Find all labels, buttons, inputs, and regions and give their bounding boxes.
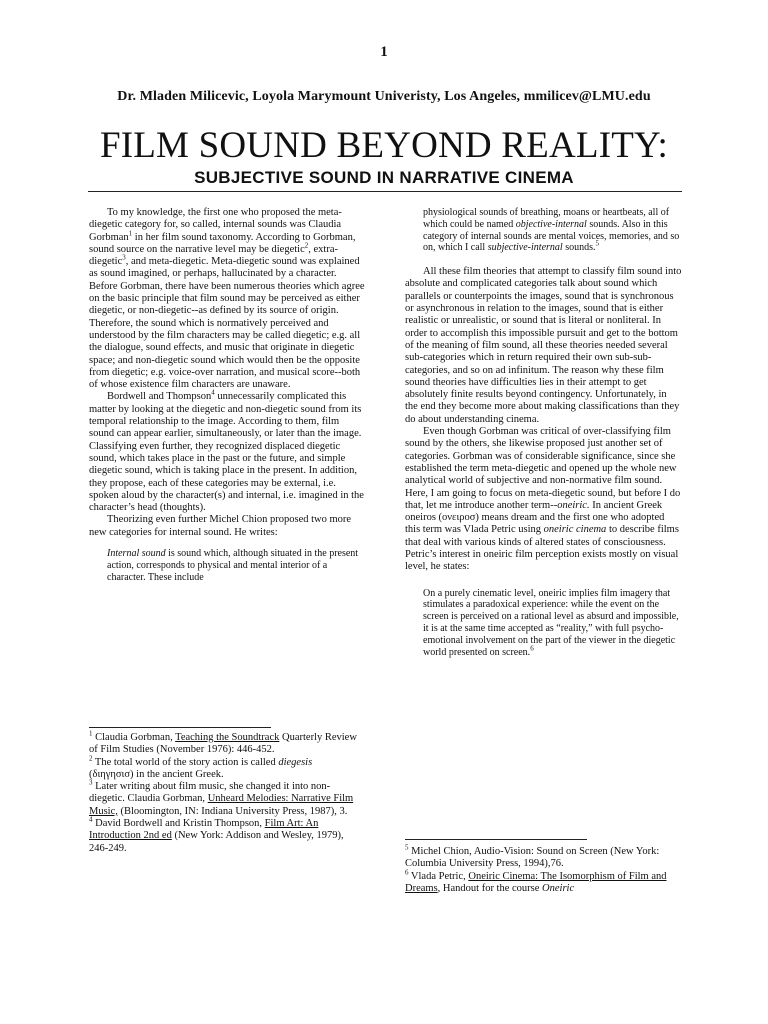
footnote-divider <box>405 839 587 840</box>
author-line: Dr. Mladen Milicevic, Loyola Marymount Univeristy, Los Angeles, mmilicev@LMU.edu <box>117 89 651 104</box>
paragraph: Bordwell and Thompson$^4$ unnecessarily complicated this matter by looking at the diegetic and non-diegetic sound from its temporal relationship to the image. According to them, film sound can appear earlier, simultaneously, or later than the image. Classifying even further, they recognized displaced diegetic sound, which takes place in the past or the future, and simple diegetic sound, which is taking place in the present. In addition, they propose, each of these categories may be external, i.e. spoken aloud by the character(s) and internal, i.e. imagined in the character’s head (thoughts). <box>89 388 364 514</box>
footnote: $^1$ Claudia Gorbman, Teaching the Soundtrack Quarterly Review of Film Studies (November 1976): 446-452. <box>89 729 357 756</box>
footnote-divider <box>89 727 271 728</box>
page-number: 1 <box>380 44 388 60</box>
paragraph: Even though Gorbman was critical of over-classifying film sound by the others, she likewise proposed just another set of categories. Gorbman was of considerable significance, since she established the term meta-diegetic and opened up the whole new analytical world of subjective and non-normative film sound. Here, I am going to focus on meta-diegetic sound, but before I do that, let me introduce another term--oneiric. In ancient Greek oneiros (ονειροσ) means dream and the first one who adopted this term was Vlada Petric using oneiric cinema to describe films that deal with various kinds of altered states of consciousness. Petric’s interest in oneiric film perception exists mostly on visual level, he states: <box>405 426 681 573</box>
paragraph: Theorizing even further Michel Chion proposed two more new categories for internal sound. He writes: <box>89 514 352 538</box>
document-subtitle: SUBJECTIVE SOUND IN NARRATIVE CINEMA <box>194 168 574 187</box>
footnote: $^2$ The total world of the story action is called diegesis (διηγησισ) in the ancient Greek. <box>89 754 313 780</box>
title-divider <box>88 191 682 192</box>
block-quote-continued: physiological sounds of breathing, moans or heartbeats, all of which could be named objective-internal sounds. Also in this category of internal sounds are mental voices, memories, and so on, which I call subjective-internal sounds.$^5$ <box>423 207 680 254</box>
right-column <box>405 207 682 658</box>
footnote: $^4$ David Bordwell and Kristin Thompson, Film Art: An Introduction 2nd ed (New York: Addison and Wesley, 1979), 246-249. <box>89 815 344 854</box>
paragraph: All these film theories that attempt to classify film sound into absolute and complicated categories talk about sound which parallels or counterpoints the images, sound that is synchronous or asynchronous in relation to the images, sound that is either realistic or unrealistic, or sound that is literal or nonliteral. In order to accomplish this impossible pursuit and get to the bottom of the meaning of film sound, all these theories needed several sub-categories which in return required their own sub-sub-categories, and so on ad infinitum. The reason why these film sound theories have difficulties lies in their attempt to get absolutely finite results beyond contingency. Unfortunately, in the end they become more about making classifications than they do about understanding cinema. <box>405 266 682 425</box>
footnote: $^6$ Vlada Petric, Oneiric Cinema: The Isomorphism of Film and Dreams, Handout for the course Oneiric <box>405 868 667 894</box>
left-column <box>89 207 366 583</box>
block-quote: Internal sound is sound which, although situated in the present action, corresponds to physical and mental interior of a character. These include <box>107 548 359 583</box>
footnotes-left <box>89 729 359 855</box>
footnotes-right <box>405 843 675 895</box>
footnote: $^3$ Later writing about film music, she changed it into non-diegetic. Claudia Gorbman, Unheard Melodies: Narrative Film Music, (Bloomington, IN: Indiana University Press, 1987), 3. <box>89 778 354 817</box>
document-title: FILM SOUND BEYOND REALITY: <box>99 125 669 166</box>
footnote: $^5$ Michel Chion, Audio-Vision: Sound on Screen (New York: Columbia University Press, 1994),76. <box>405 843 660 870</box>
block-quote: On a purely cinematic level, oneiric implies film imagery that stimulates a paradoxical experience: while the event on the screen is perceived on a rational level as absurd and impossible, it is at the same time accepted as “reality,” with full psycho-emotional involvement on the part of the viewer in the diegetic world presented on screen.$^6$ <box>423 587 679 658</box>
paragraph: To my knowledge, the first one who proposed the meta-diegetic category for, so called, internal sounds was Claudia Gorbman$^1$ in her film sound taxonomy. According to Gorbman, sound source on the narrative level may be diegetic$^2$, extra-diegetic$^3$, and meta-diegetic. Meta-diegetic sound was explained as sound imagined, or perhaps, hallucinated by a character. Before Gorbman, there have been numerous theories which agree on the basic principle that film sound may be perceived as either diegetic, or non-diegetic--as defined by its source of origin. Therefore, the sound which is normatively perceived and understood by the film characters may be called diegetic; e.g. all the dialogue, sound effects, and music that originate in diegetic space; and non-diegetic sound which would then be the opposite from diegetic; e.g. voice-over narration, and musical score--both of whose existence film characters are unaware. <box>89 207 365 391</box>
